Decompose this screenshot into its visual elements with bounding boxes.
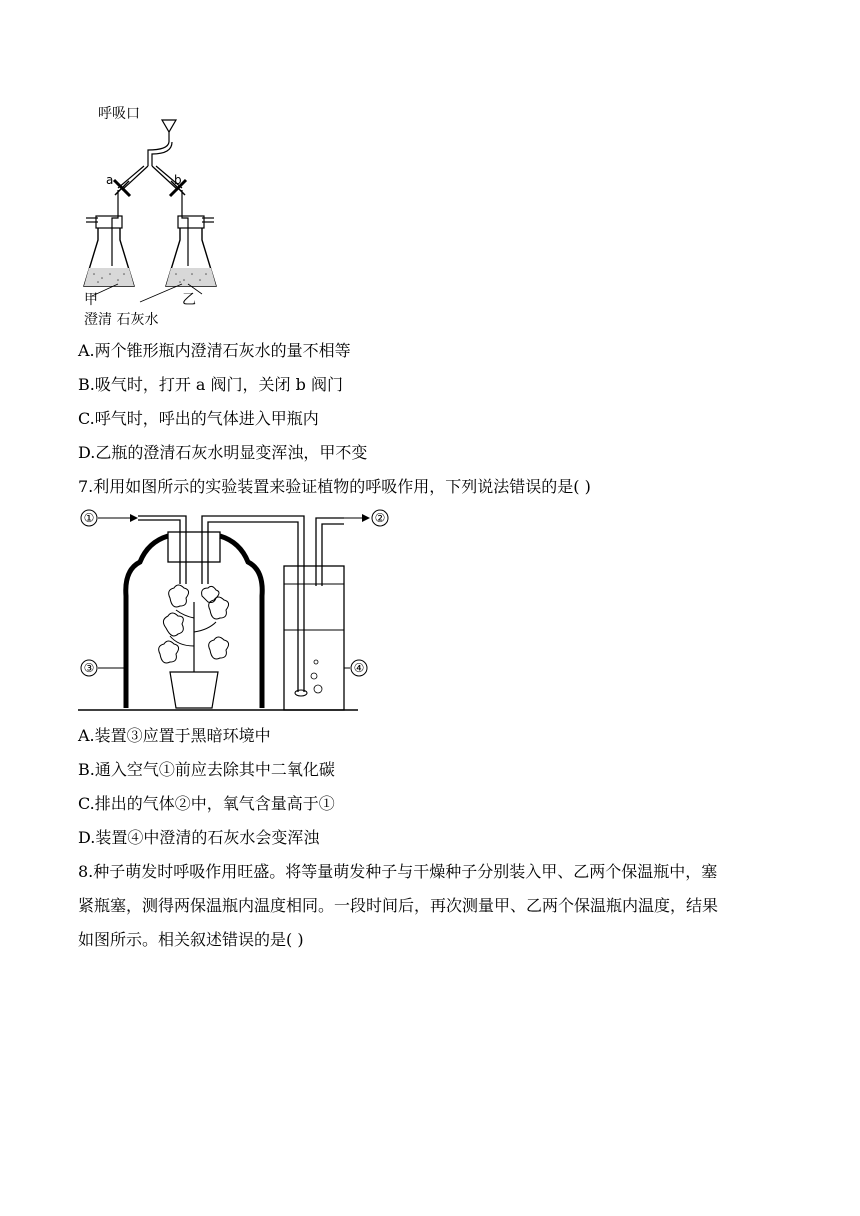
beaker-label: ④	[353, 661, 365, 675]
valve-b-label: b	[174, 173, 182, 187]
q7-option-c: C.排出的气体②中，氧气含量高于①	[78, 794, 335, 813]
q8-stem-line-3: 如图所示。相关叙述错误的是( )	[78, 930, 304, 949]
limewater-label: 澄清 石灰水	[84, 312, 159, 328]
flask-yi-label: 乙	[182, 292, 196, 308]
q8-stem-line-2: 紧瓶塞，测得两保温瓶内温度相同。一段时间后，再次测量甲、乙两个保温瓶内温度，结果	[78, 896, 719, 915]
q7-option-d: D.装置④中澄清的石灰水会变浑浊	[78, 828, 320, 847]
valve-a-label: a	[106, 173, 114, 187]
mouthpiece-label: 呼吸口	[98, 106, 140, 122]
plant-respiration-apparatus-diagram	[78, 506, 398, 716]
q6-option-d: D.乙瓶的澄清石灰水明显变浑浊，甲不变	[78, 443, 368, 462]
q6-option-c: C.呼气时，呼出的气体进入甲瓶内	[78, 409, 319, 428]
q7-option-b: B.通入空气①前应去除其中二氧化碳	[78, 760, 335, 779]
flask-jia-label: 甲	[84, 292, 98, 308]
q8-stem-line-1: 8.种子萌发时呼吸作用旺盛。将等量萌发种子与干燥种子分别装入甲、乙两个保温瓶中，塞	[78, 862, 718, 881]
q6-option-b: B.吸气时，打开 a 阀门，关闭 b 阀门	[78, 375, 343, 394]
outlet-label: ②	[374, 511, 386, 525]
q6-option-a: A.两个锥形瓶内澄清石灰水的量不相等	[78, 341, 351, 360]
inlet-label: ①	[83, 511, 95, 525]
bell-jar-label: ③	[83, 661, 95, 675]
q7-stem: 7.利用如图所示的实验装置来验证植物的呼吸作用，下列说法错误的是( )	[78, 477, 591, 496]
breathing-apparatus-diagram	[78, 98, 228, 330]
q7-option-a: A.装置③应置于黑暗环境中	[78, 726, 271, 745]
